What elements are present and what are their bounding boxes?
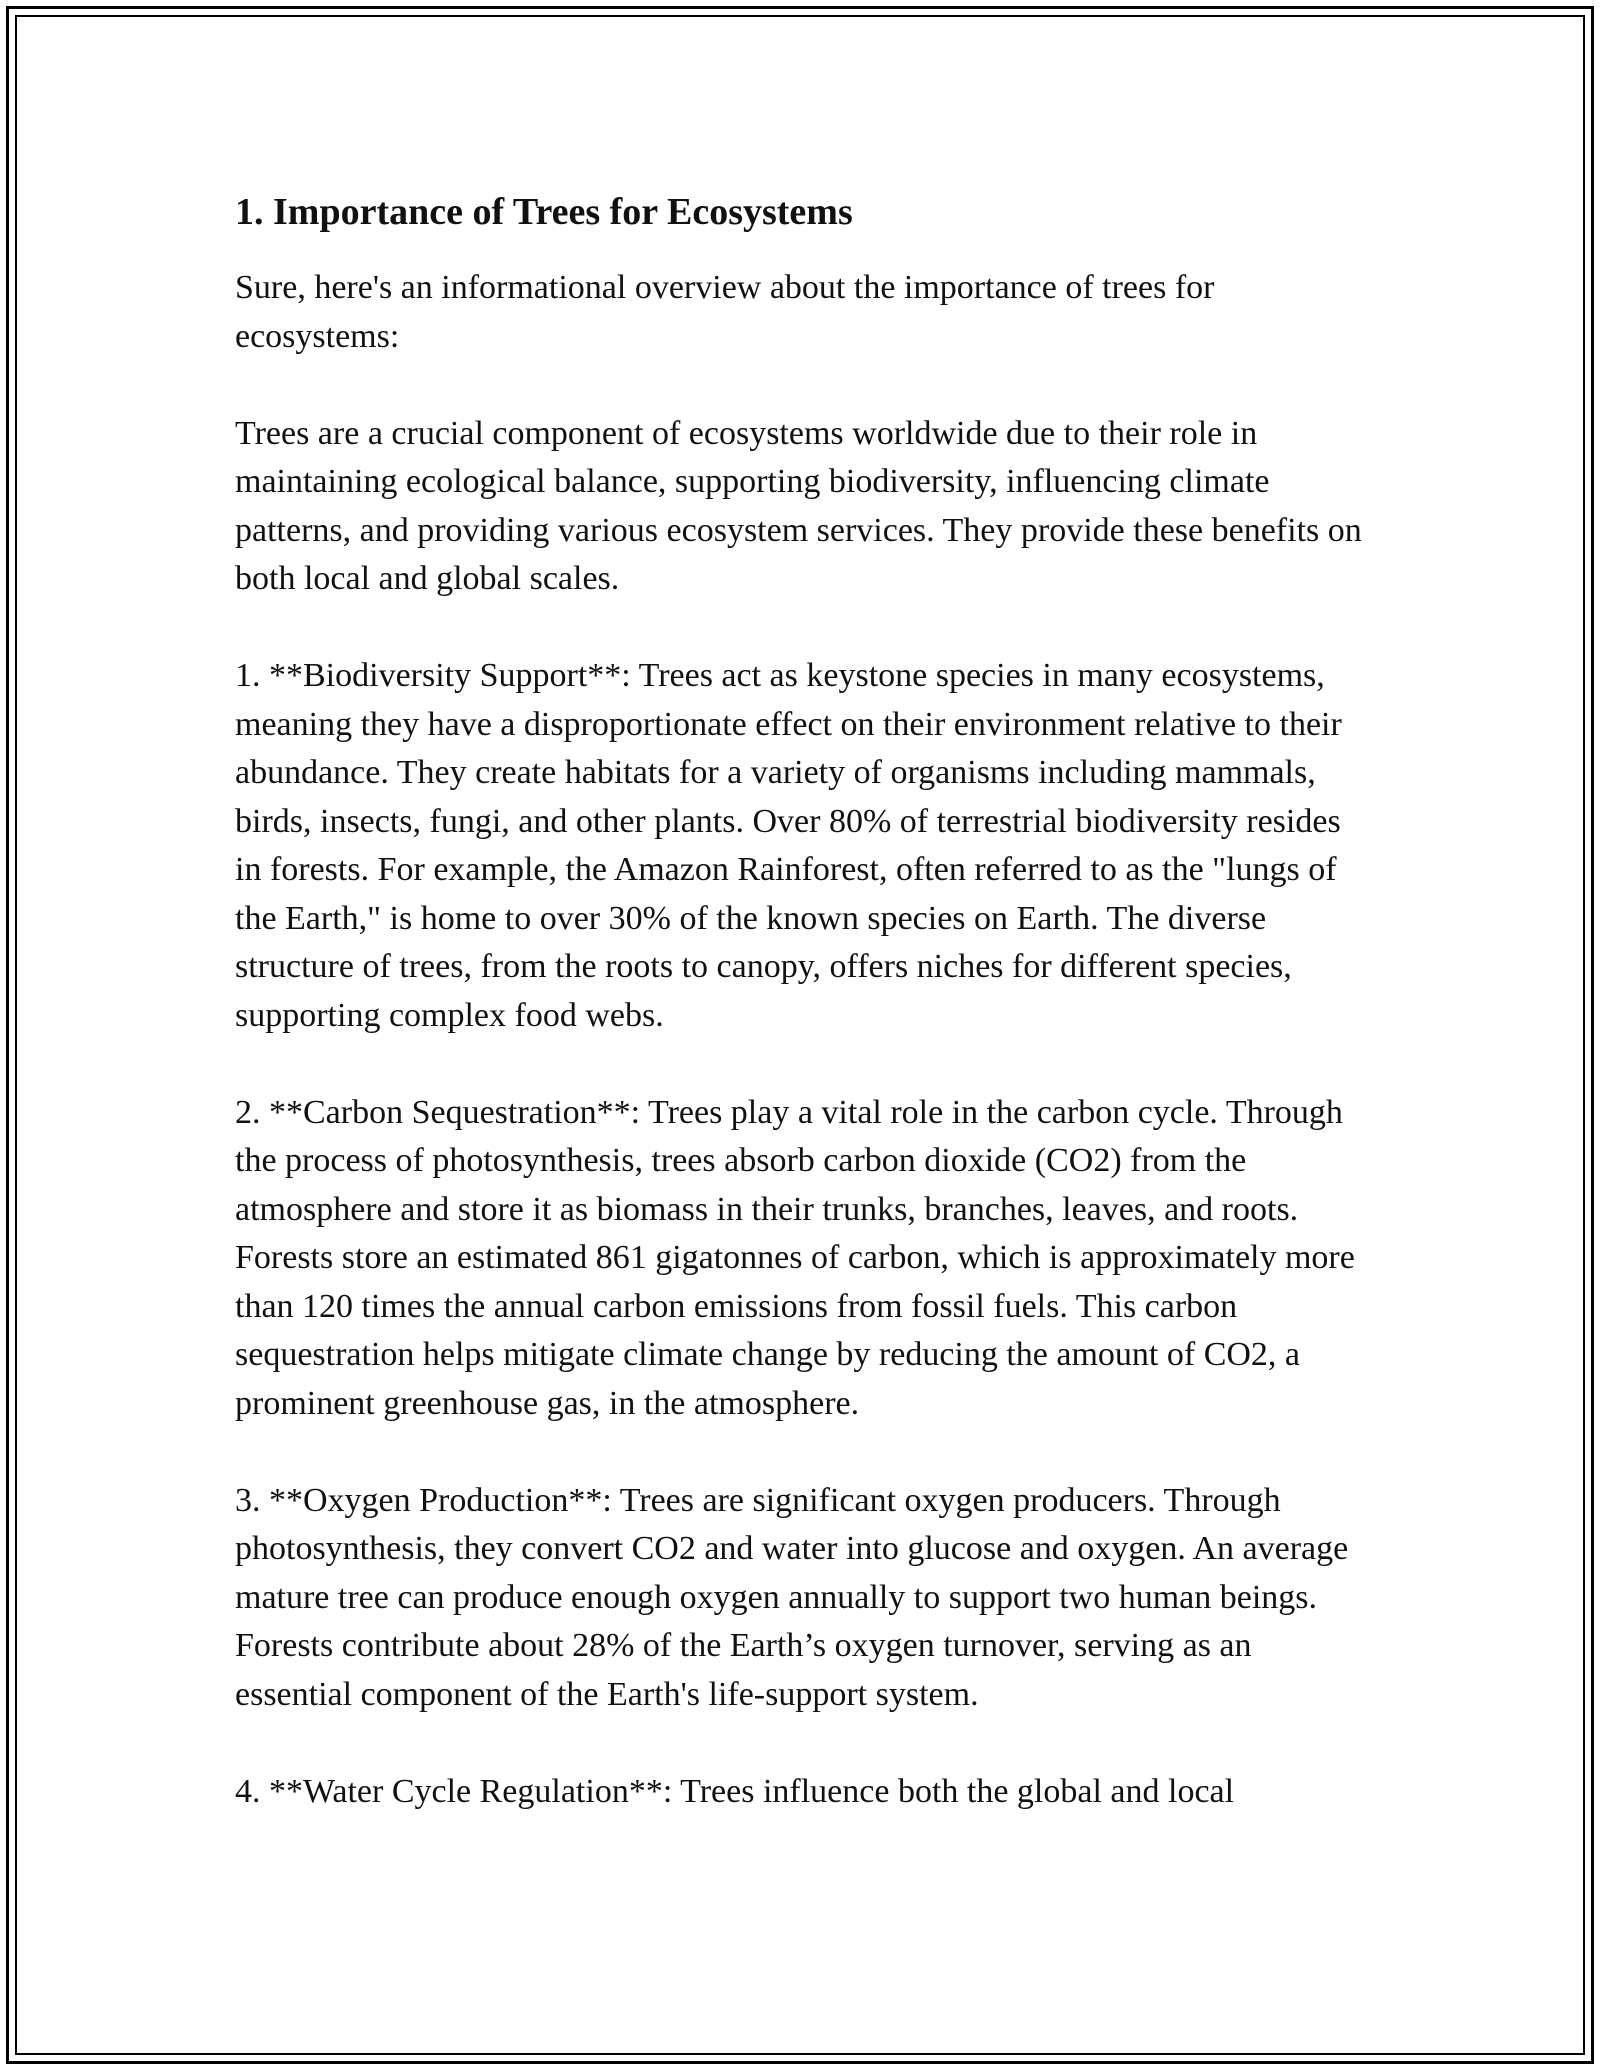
- document-body: [235, 186, 1375, 1865]
- water-cycle-paragraph: 4. **Water Cycle Regulation**: Trees influence both the global and local: [235, 1772, 1235, 1810]
- biodiversity-paragraph: 1. **Biodiversity Support**: Trees act as keystone species in many ecosystems, meaning they have a disproportionate effect on their environment relative to their abundance. They create habitats for a variety of organisms including mammals, birds, insects, fungi, and other plants. Over 80% of terrestrial biodiversity resides in forests. For example, the Amazon Rainforest, often referred to as the "lungs of the Earth," is home to over 30% of the known species on Earth. The diverse structure of trees, from the roots to canopy, offers niches for different species, supporting complex food webs.: [235, 657, 1342, 1034]
- overview-paragraph: Trees are a crucial component of ecosystems worldwide due to their role in maintaining ecological balance, supporting biodiversity, influencing climate patterns, and providing various ecosystem services. They provide these benefits on both local and global scales.: [235, 414, 1362, 597]
- intro-paragraph: Sure, here's an informational overview about the importance of trees for ecosystems:: [235, 269, 1215, 355]
- oxygen-paragraph: 3. **Oxygen Production**: Trees are significant oxygen producers. Through photosynthesis, they convert CO2 and water into glucose and oxygen. An average mature tree can produce enough oxygen annually to support two human beings. Forests contribute about 28% of the Earth’s oxygen turnover, serving as an essential component of the Earth's life-support system.: [235, 1481, 1349, 1713]
- document-title: 1. Importance of Trees for Ecosystems: [235, 191, 853, 233]
- carbon-paragraph: 2. **Carbon Sequestration**: Trees play a vital role in the carbon cycle. Through the process of photosynthesis, trees absorb carbon dioxide (CO2) from the atmosphere and store it as biomass in their trunks, branches, leaves, and roots. Forests store an estimated 861 gigatonnes of carbon, which is approximately more than 120 times the annual carbon emissions from fossil fuels. This carbon sequestration helps mitigate climate change by reducing the amount of CO2, a prominent greenhouse gas, in the atmosphere.: [235, 1093, 1355, 1422]
